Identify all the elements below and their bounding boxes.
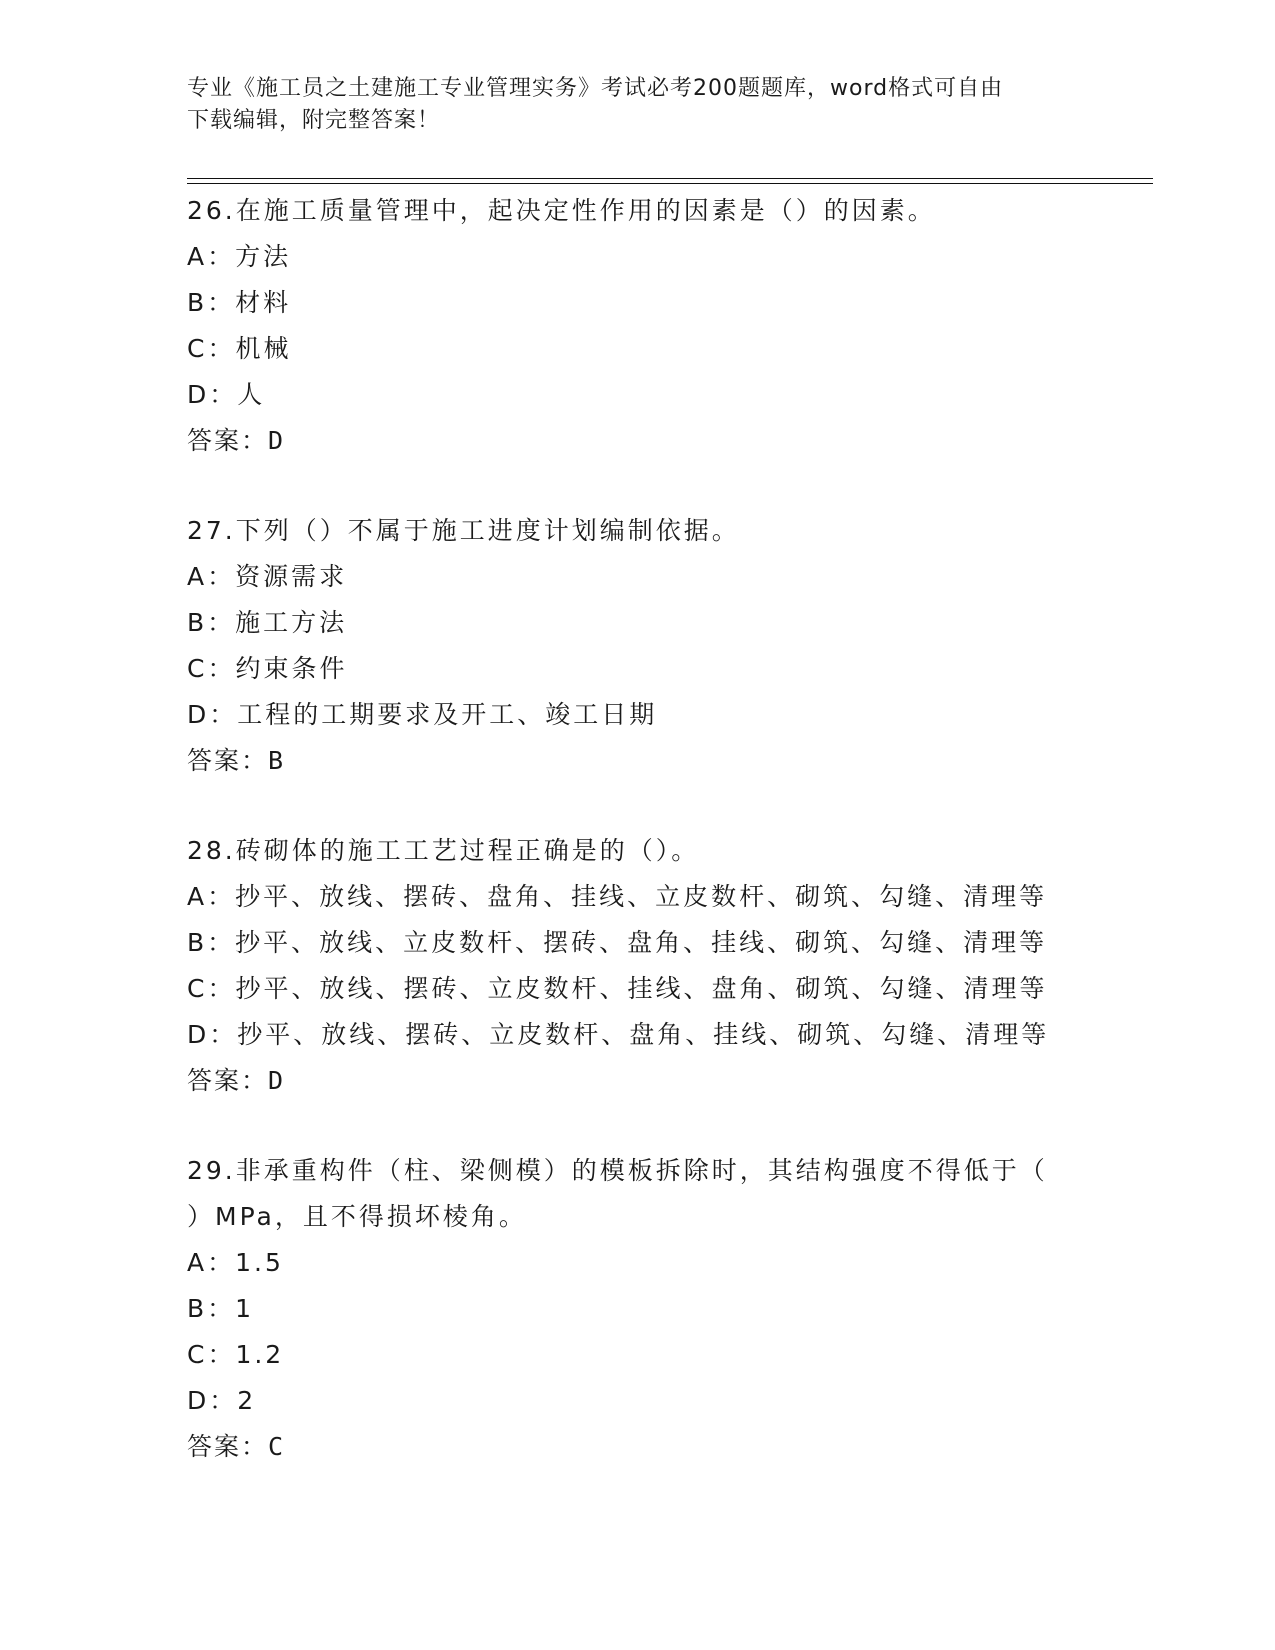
question-stem: 27.下列（）不属于施工进度计划编制依据。	[187, 516, 740, 545]
header-line-1: 专业《施工员之土建施工专业管理实务》考试必考200题题库，word格式可自由	[187, 76, 1004, 101]
answer-label: 答案：	[187, 1432, 269, 1461]
question-stem: 26.在施工质量管理中，起决定性作用的因素是（）的因素。	[187, 196, 936, 225]
answer-label: 答案：	[187, 1066, 269, 1095]
option-d: D：抄平、放线、摆砖、立皮数杆、盘角、挂线、砌筑、勾缝、清理等	[187, 1020, 1050, 1049]
option-c: C：1.2	[187, 1340, 285, 1369]
option-a: A：方法	[187, 242, 292, 271]
option-a: A：1.5	[187, 1248, 284, 1277]
option-d: D：2	[187, 1386, 257, 1415]
question-29	[187, 1148, 1087, 1470]
header-divider-top	[187, 178, 1153, 179]
option-d: D：人	[187, 380, 266, 409]
option-c: C：机械	[187, 334, 292, 363]
answer-line	[187, 1424, 1087, 1470]
header-line-2: 下载编辑，附完整答案！	[187, 108, 441, 133]
question-26	[187, 188, 1087, 464]
answer-value: B	[268, 746, 284, 775]
answer-line	[187, 738, 1087, 784]
option-b: B：抄平、放线、立皮数杆、摆砖、盘角、挂线、砌筑、勾缝、清理等	[187, 928, 1048, 957]
question-28	[187, 828, 1087, 1104]
question-stem-line-1: 29.非承重构件（柱、梁侧模）的模板拆除时，其结构强度不得低于（	[187, 1156, 1048, 1185]
answer-label: 答案：	[187, 426, 269, 455]
answer-line	[187, 418, 1087, 464]
answer-value: D	[268, 426, 284, 455]
option-b: B：1	[187, 1294, 255, 1323]
answer-line	[187, 1058, 1087, 1104]
option-d: D：工程的工期要求及开工、竣工日期	[187, 700, 658, 729]
header-divider-bottom	[187, 183, 1153, 184]
question-stem-line-2: ）MPa，且不得损坏棱角。	[187, 1202, 527, 1231]
answer-label: 答案：	[187, 746, 269, 775]
option-c: C：约束条件	[187, 654, 348, 683]
question-27	[187, 508, 1087, 784]
option-a: A：资源需求	[187, 562, 348, 591]
option-b: B：施工方法	[187, 608, 348, 637]
answer-value: D	[268, 1066, 284, 1095]
answer-value: C	[268, 1432, 284, 1461]
document-header	[187, 73, 1067, 137]
option-c: C：抄平、放线、摆砖、立皮数杆、挂线、盘角、砌筑、勾缝、清理等	[187, 974, 1048, 1003]
question-stem: 28.砖砌体的施工工艺过程正确是的（）。	[187, 836, 700, 865]
option-b: B：材料	[187, 288, 292, 317]
option-a: A：抄平、放线、摆砖、盘角、挂线、立皮数杆、砌筑、勾缝、清理等	[187, 882, 1048, 911]
